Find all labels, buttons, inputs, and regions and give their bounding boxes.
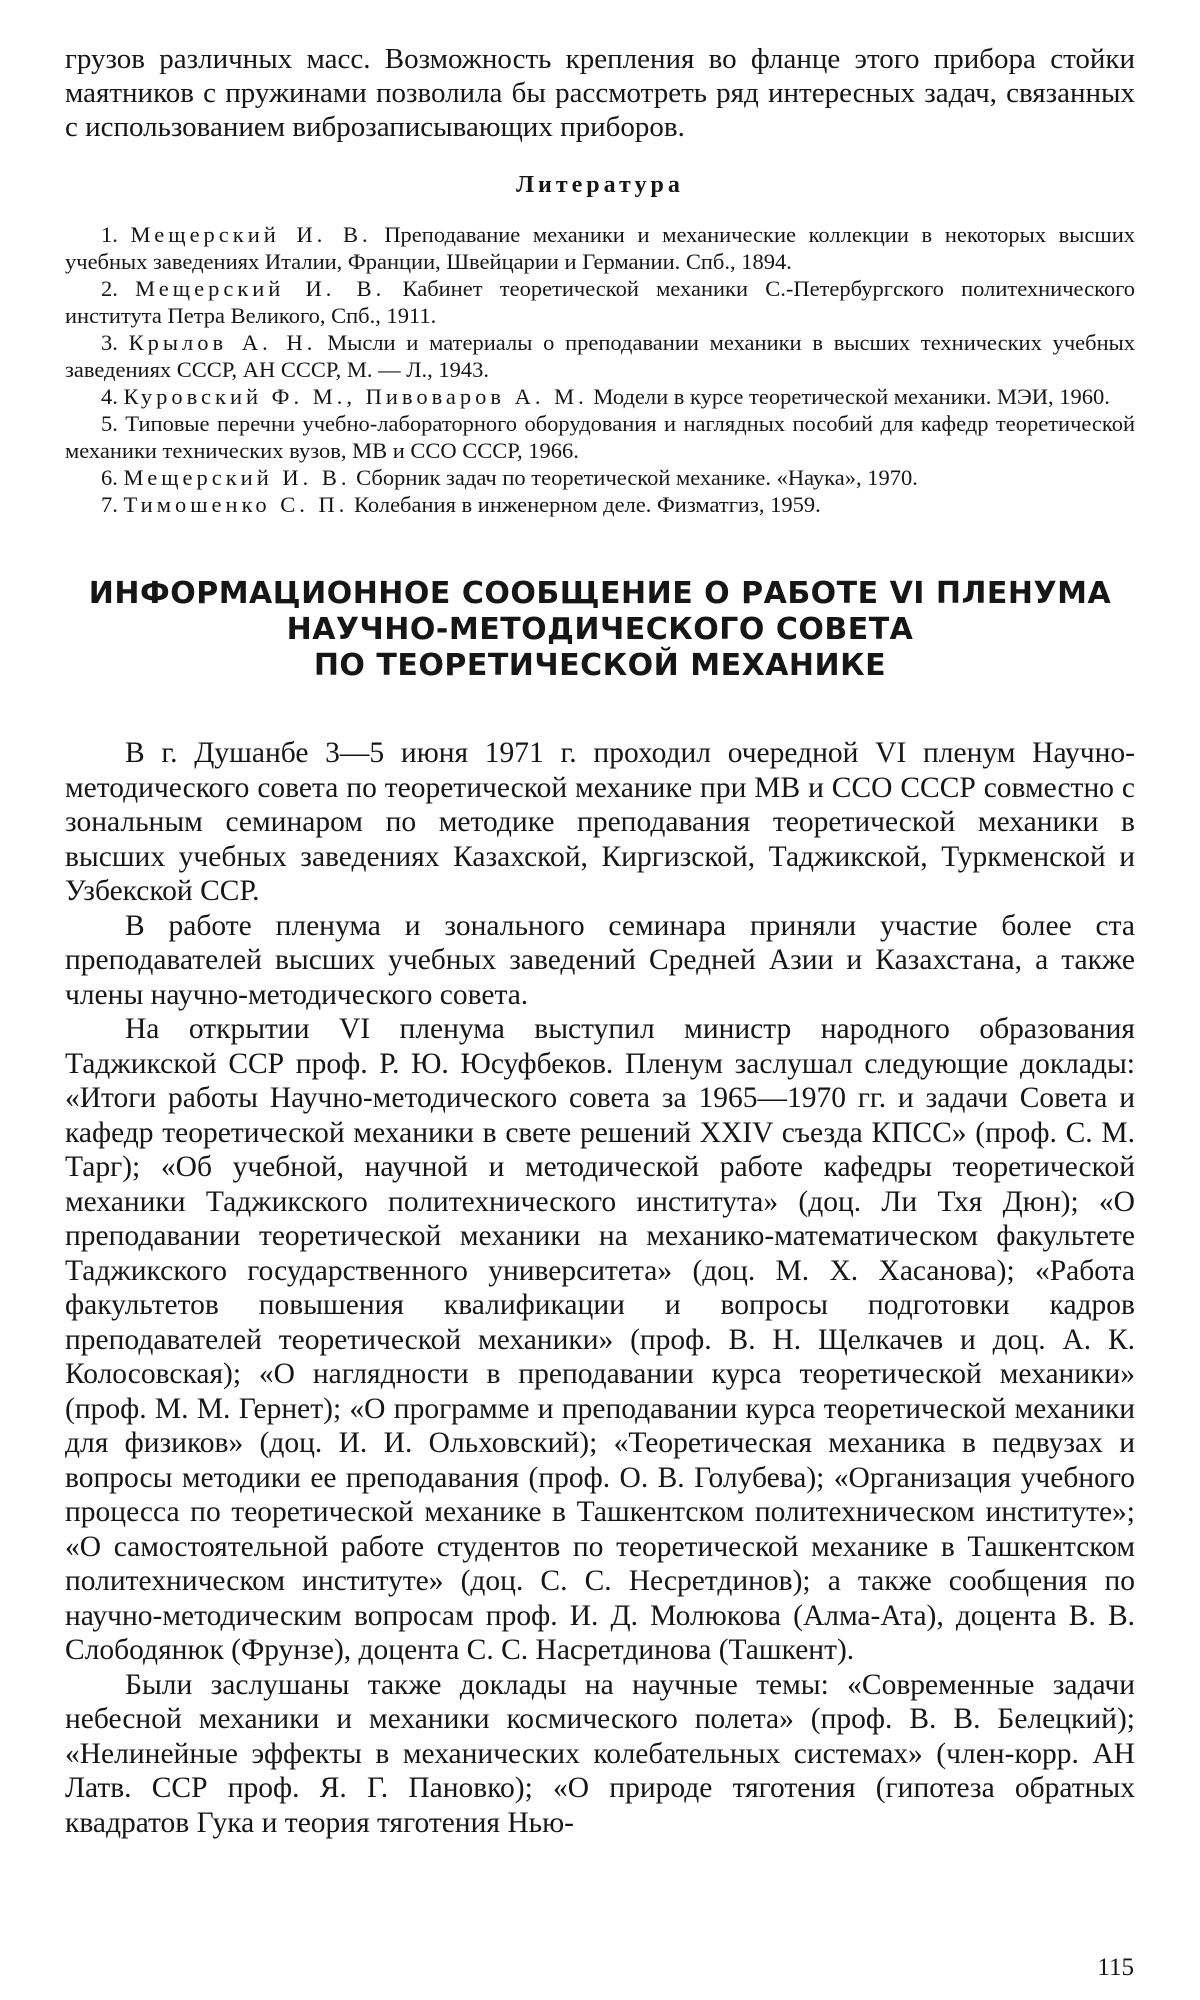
reference-text: Преподавание механики и механические коллекции в некоторых высших учебных заведениях Италии, Франции, Швейцарии и Германии. Спб., 1894. [65,222,1136,274]
article-paragraph: На открытии VI пленума выступил министр народного образования Таджикской ССР проф. Р. Ю. Юсуфбеков. Пленум заслушал следующие доклады: «Итоги работы Научно-методического совета за 1965—1970 гг. и задачи Совета и кафедр теоретической механики в свете решений XXIV съезда КПСС» (проф. С. М. Тарг); «Об учебной, научной и методической работе кафедры теоретической механики Таджикского политехнического института» (доц. Ли Тхя Дюн); «О преподавании теоретической механики на механико-математическом факультете Таджикского государственного университета» (доц. М. Х. Хасанова); «Работа факультетов повышения квалификации и вопросы подготовки кадров преподавателей теоретической механики» (проф. В. Н. Щелкачев и доц. А. К. Колосовская); «О наглядности в преподавании курса теоретической механики» (проф. М. М. Гернет); «О программе и преподавании курса теоретической механики для физиков» (доц. И. И. Ольховский); «Теоретическая механика в педвузах и вопросы методики ее преподавания (проф. О. В. Голубева); «Организация учебного процесса по теоретической механике в Ташкентском политехническом институте»; «О самостоятельной работе студентов по теоретической механике в Ташкентском политехническом институте» (доц. С. С. Несретдинов); а также сообщения по научно-методическим вопросам проф. И. Д. Молюкова (Алма-Ата), доцента В. В. Слободянюк (Фрунзе), доцента С. С. Насретдинова (Ташкент). [65,1013,1135,1666]
reference-text: Сборник задач по теоретической механике. «Наука», 1970. [356,465,918,490]
continuation-paragraph: грузов различных масс. Возможность крепления во фланце этого прибора стойки маятников с пружинами позволила бы рассмотреть ряд интересных задач, связанных с использованием виброзаписывающих приборов. [65,43,1135,143]
reference-author: Мещерский И. В. [123,465,351,490]
reference-author: Мещерский И. В. [130,222,372,247]
reference-list [65,221,1135,518]
reference-author: Куровский Ф. М., Пивоваров А. М. [123,384,588,409]
reference-author: Тимошенко С. П. [123,492,349,517]
literature-heading: Литература [516,172,684,198]
article-paragraph: В работе пленума и зонального семинара приняли участие более ста преподавателей высших учебных заведений Средней Азии и Казахстана, а также члены научно-методического совета. [65,909,1135,1011]
article-title-line: ПО ТЕОРЕТИЧЕСКОЙ МЕХАНИКЕ [313,648,887,683]
article-title-line: НАУЧНО-МЕТОДИЧЕСКОГО СОВЕТА [286,612,914,647]
page-number: 115 [1097,1954,1134,1981]
reference-item: 1. Мещерский И. В. Преподавание механики и механические коллекции в некоторых высших учебных заведениях Италии, Франции, Швейцарии и Германии. Спб., 1894. [65,222,1136,274]
reference-text: Типовые перечни учебно-лабораторного оборудования и наглядных пособий для кафедр теоретической механики технических вузов, МВ и ССО СССР, 1966. [65,411,1135,463]
article-paragraph: В г. Душанбе 3—5 июня 1971 г. проходил очередной VI пленум Научно-методического совета по теоретической механике при МВ и ССО СССР совместно с зональным семинаром по методике преподавания теоретической механики в высших учебных заведениях Казахской, Киргизской, Таджикской, Туркменской и Узбекской ССР. [65,737,1135,907]
reference-author: Мещерский И. В. [135,276,386,301]
reference-item: 5. Типовые перечни учебно-лабораторного оборудования и наглядных пособий для кафедр теоретической механики технических вузов, МВ и ССО СССР, 1966. [65,411,1135,463]
article-title-line: ИНФОРМАЦИОННОЕ СООБЩЕНИЕ О РАБОТЕ VI ПЛЕНУМА [88,576,1112,611]
reference-text: Мысли и материалы о преподавании механики в высших технических учебных заведениях СССР, АН СССР, М. — Л., 1943. [65,330,1136,382]
reference-text: Колебания в инженерном деле. Физматгиз, 1959. [354,492,821,517]
reference-text: Модели в курсе теоретической механики. МЭИ, 1960. [593,384,1110,409]
reference-text: Кабинет теоретической механики С.-Петербургского политехнического института Петра Великого, Спб., 1911. [65,276,1136,328]
reference-item: 2. Мещерский И. В. Кабинет теоретической механики С.-Петербургского политехнического института Петра Великого, Спб., 1911. [65,276,1136,328]
article-title [65,576,1135,684]
reference-item: 7. Тимошенко С. П. Колебания в инженерном деле. Физматгиз, 1959. [101,492,821,517]
reference-item: 6. Мещерский И. В. Сборник задач по теоретической механике. «Наука», 1970. [101,465,918,490]
page-content [65,42,1135,1840]
reference-item: 4. Куровский Ф. М., Пивоваров А. М. Модели в курсе теоретической механики. МЭИ, 1960. [101,384,1110,409]
reference-author: Крылов А. Н. [128,330,317,355]
reference-item: 3. Крылов А. Н. Мысли и материалы о преподавании механики в высших технических учебных заведениях СССР, АН СССР, М. — Л., 1943. [65,330,1136,382]
article-paragraph: Были заслушаны также доклады на научные темы: «Современные задачи небесной механики и механики космического полета» (проф. В. В. Белецкий); «Нелинейные эффекты в механических колебательных системах» (член-корр. АН Латв. ССР проф. Я. Г. Пановко); «О природе тяготения (гипотеза обратных квадратов Гука и теория тяготения Нью- [65,1668,1135,1839]
